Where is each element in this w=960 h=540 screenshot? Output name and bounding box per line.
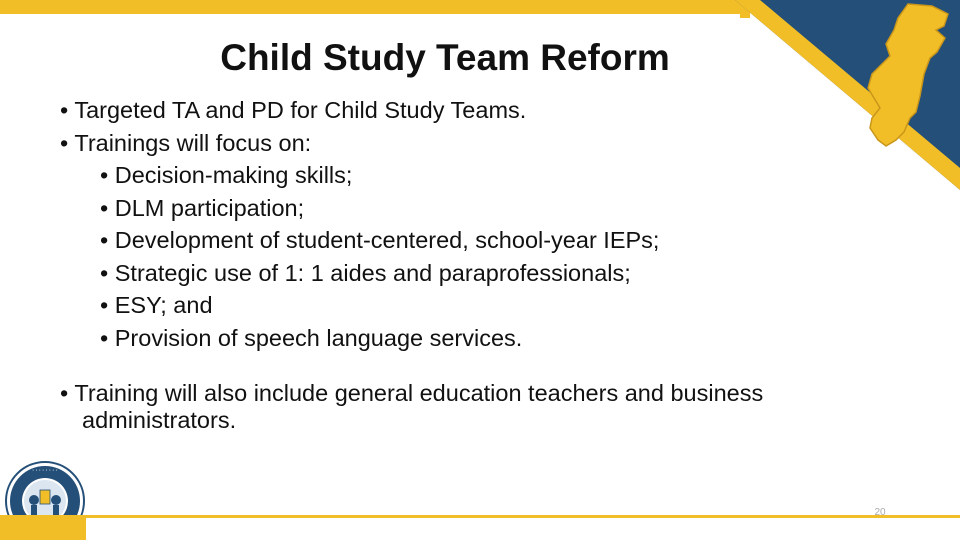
- sub-bullet-item: • ESY; and: [100, 292, 213, 318]
- top-gold-bar: [0, 0, 960, 18]
- sub-bullet-item: • Strategic use of 1: 1 aides and paraprofessionals;: [100, 259, 631, 286]
- bullet-item: • Training will also include general education teachers and business administrators.: [60, 380, 764, 433]
- bullet-item: • Trainings will focus on:: [60, 129, 312, 156]
- sub-bullet-item: • DLM participation;: [100, 194, 305, 221]
- page-number: 20: [874, 507, 886, 518]
- sub-bullet-item: • Decision-making skills;: [100, 162, 353, 188]
- slide-title: Child Study Team Reform: [220, 37, 670, 78]
- svg-text:· · · · · · · ·: · · · · · · · ·: [32, 468, 58, 474]
- new-jersey-state-icon: [868, 4, 948, 146]
- bullet-list: [60, 94, 850, 434]
- bottom-gold-rule: [0, 515, 960, 540]
- bullet-item: • Targeted TA and PD for Child Study Teams.: [60, 97, 527, 123]
- sub-bullet-item: • Provision of speech language services.: [100, 324, 523, 351]
- sub-bullet-item: • Development of student-centered, school-year IEPs;: [100, 227, 660, 253]
- spacer: [60, 354, 850, 380]
